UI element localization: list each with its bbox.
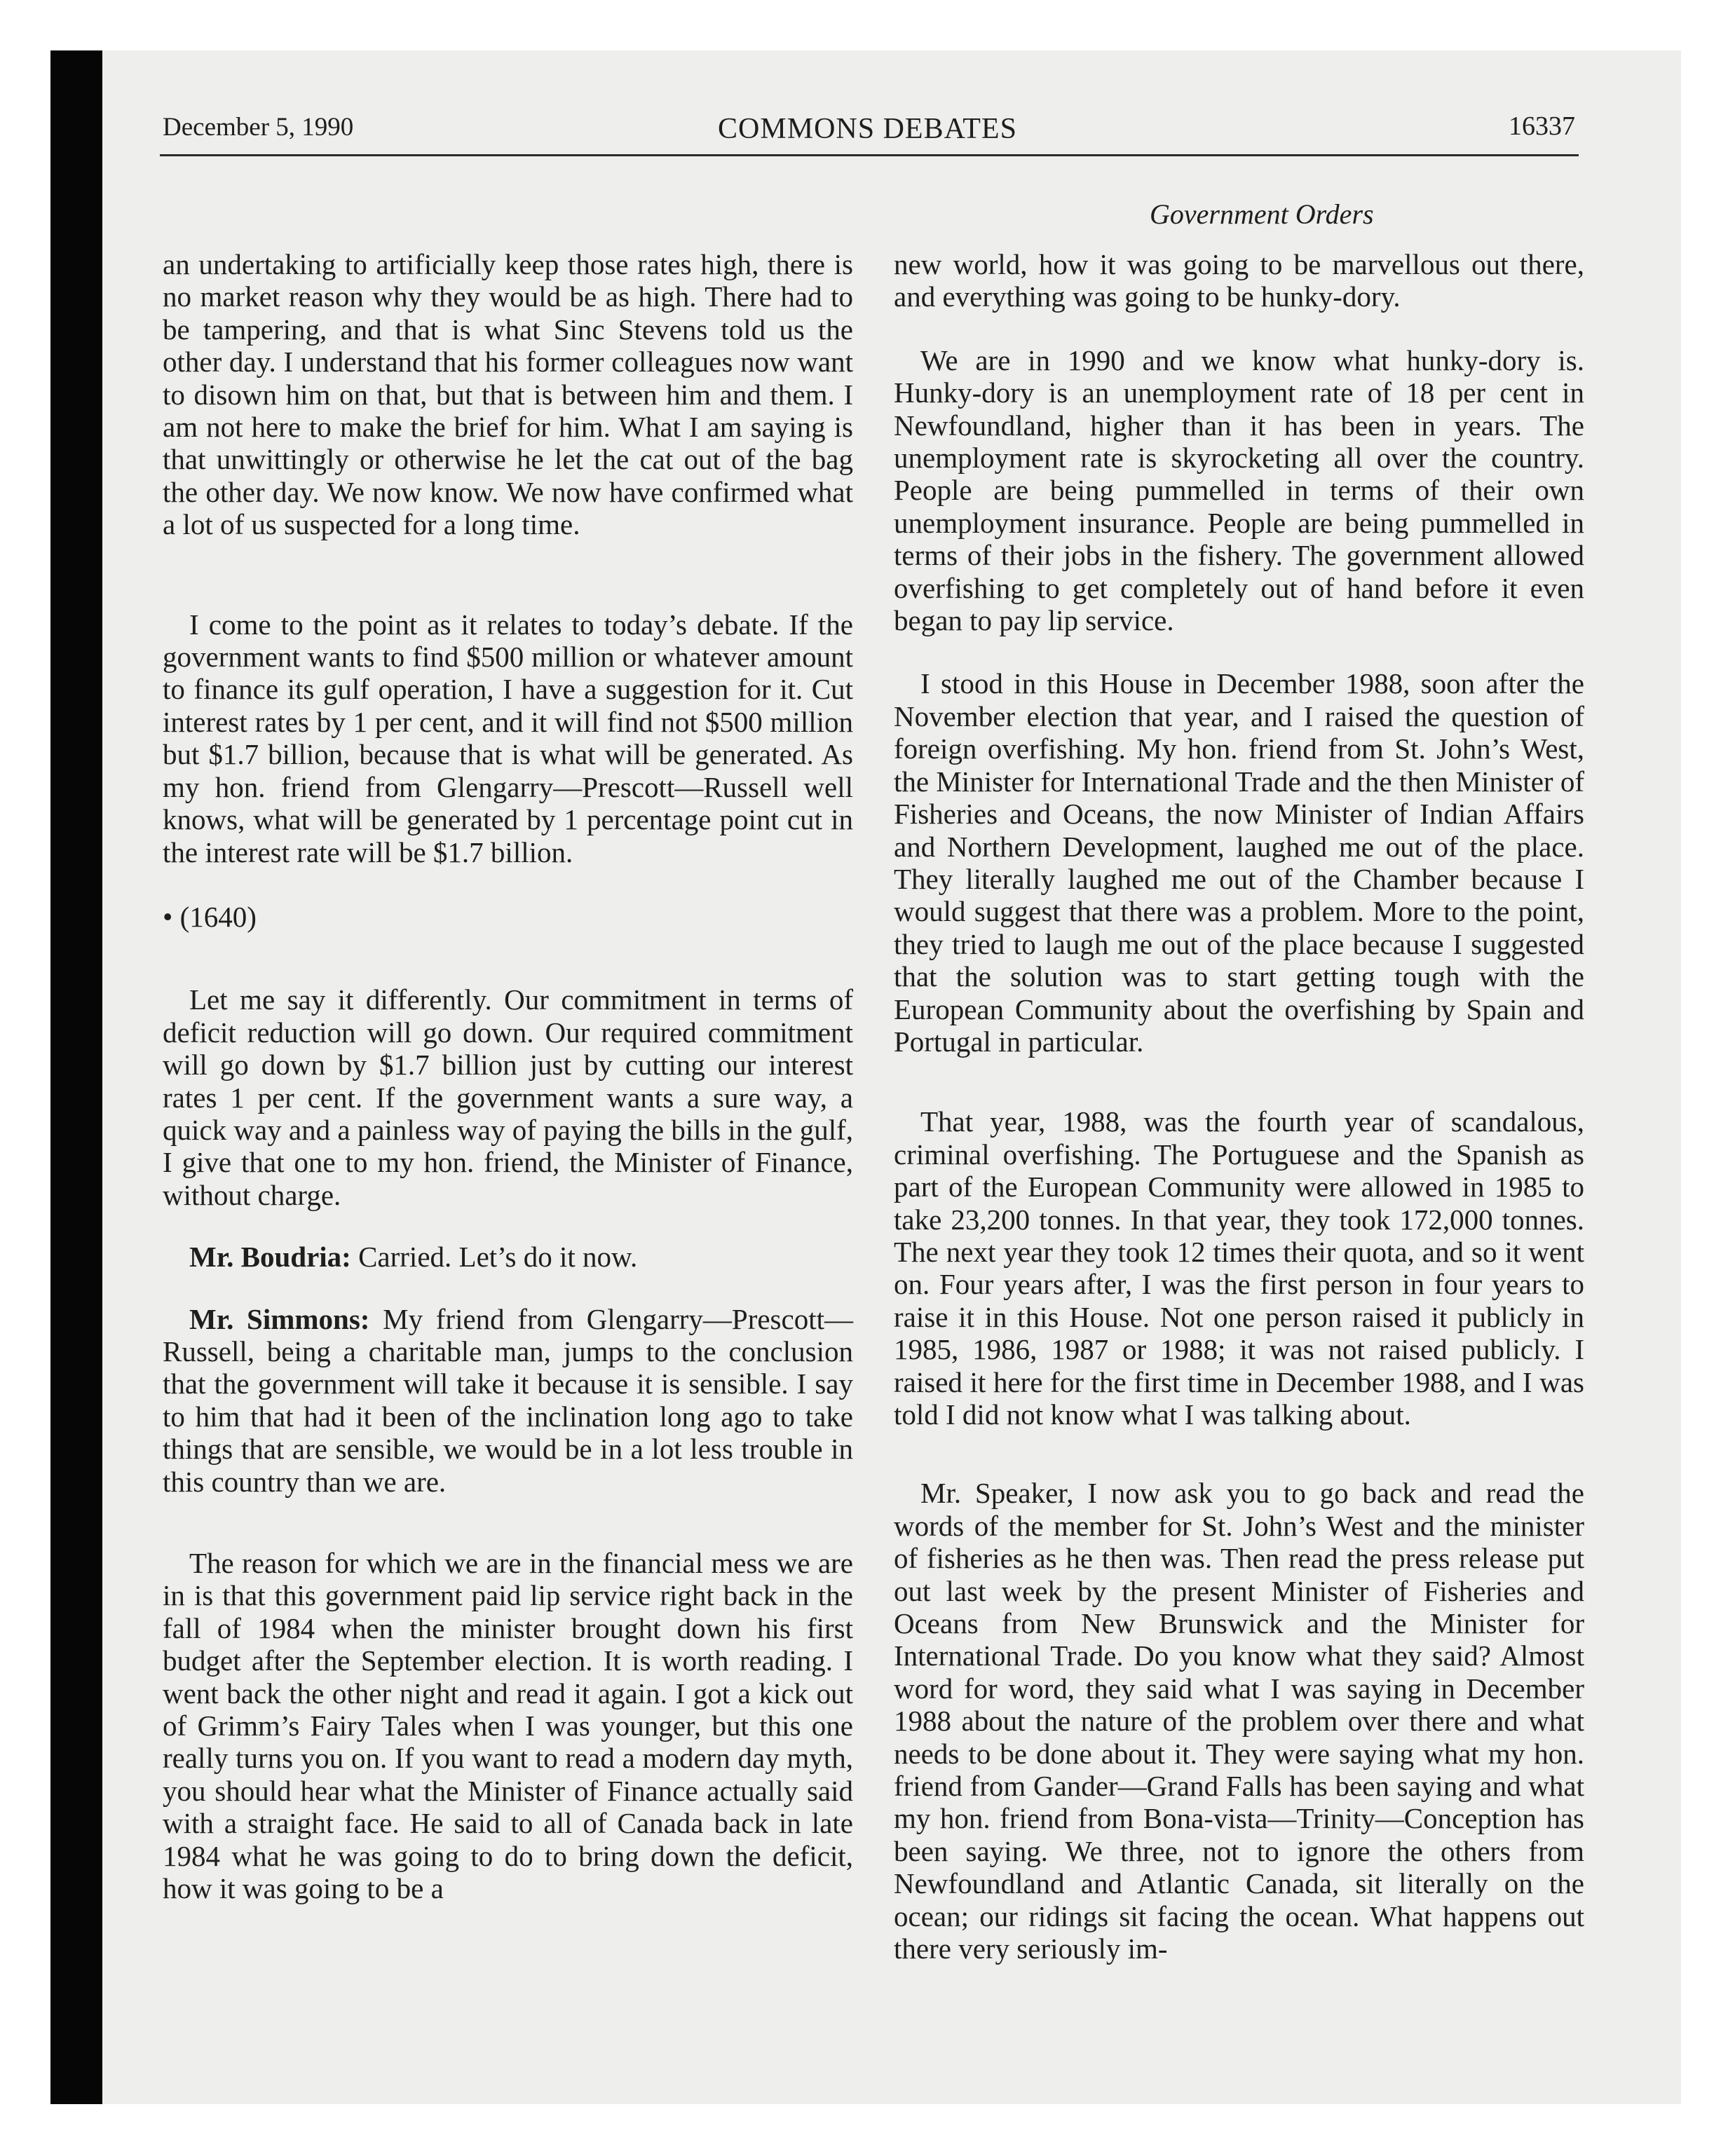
time-marker: • (1640)	[163, 900, 257, 933]
paragraph: I come to the point as it relates to today’s debate. If the government wants to find $500 million or whatever amount to finance its gulf operation, I have a suggestion for it. Cut interest rates by 1 per cent, and it will find not $500 million but $1.7 billion, because that is what will be generated. As my hon. friend from Glengarry—Prescott—Russell well knows, what will be generated by 1 percentage point cut in the interest rate will be $1.7 billion.	[163, 608, 853, 868]
left-column	[163, 248, 853, 1937]
section-label: Government Orders	[1150, 198, 1374, 230]
paragraph: Let me say it differently. Our commitment in terms of deficit reduction will go down. Our required commitment will go down by $1.7 billion just by cutting our interest rates 1 per cent. If the government wants a sure way, a quick way and a painless way of paying the bills in the gulf, I give that one to my hon. friend, the Minister of Finance, without charge.	[163, 983, 853, 1211]
paragraph: That year, 1988, was the fourth year of scandalous, criminal overfishing. The Portuguese and the Spanish as part of the European Community were allowed in 1985 to take 23,200 tonnes. In that year, they took 172,000 tonnes. The next year they took 12 times their quota, and so it went on. Four years after, I was the first person in four years to raise it in this House. Not one person raised it publicly in 1985, 1986, 1987 or 1988; it was not raised publicly. I raised it here for the first time in December 1988, and I was told I did not know what I was talking about.	[894, 1105, 1584, 1431]
header-title: COMMONS DEBATES	[718, 113, 1017, 145]
paragraph: an undertaking to artificially keep those rates high, there is no market reason why they would be as high. There had to be tampering, and that is what Sinc Stevens told us the other day. I understand that his former colleagues now want to disown him on that, but that is between him and them. I am not here to make the brief for him. What I am saying is that unwittingly or otherwise he let the cat out of the bag the other day. We now know. We now have confirmed what a lot of us suspected for a long time.	[163, 248, 853, 541]
paragraph: Mr. Speaker, I now ask you to go back and read the words of the member for St. John’s West and the minister of fisheries as he then was. Then read the press release put out last week by the present Minister of Fisheries and Oceans from New Brunswick and the Minister for International Trade. Do you know what they said? Almost word for word, they said what I was saying in December 1988 about the nature of the problem over there and what needs to be done about it. They were saying what my hon. friend from Gander—Grand Falls has been saying and what my hon. friend from Bona-vista—Trinity—Conception has been saying. We three, not to ignore the others from Newfoundland and Atlantic Canada, sit literally on the ocean; our ridings sit facing the ocean. What happens out there very seriously im-	[894, 1477, 1584, 1965]
header-date: December 5, 1990	[163, 113, 354, 142]
right-column	[894, 248, 1584, 1998]
speech-text: Carried. Let’s do it now.	[358, 1241, 638, 1274]
binding-edge	[50, 50, 102, 2104]
paragraph: new world, how it was going to be marvellous out there, and everything was going to be hunky-dory.	[894, 248, 1584, 313]
header-rule	[160, 154, 1579, 156]
paragraph: We are in 1990 and we know what hunky-dory is. Hunky-dory is an unemployment rate of 18 per cent in Newfoundland, higher than it has been in years. The unemployment rate is skyrocketing all over the country. People are being pummelled in terms of their own unemployment insurance. People are being pummelled in terms of their jobs in the fishery. The government allowed overfishing to get completely out of hand before it even began to pay lip service.	[894, 343, 1584, 637]
paragraph: I stood in this House in December 1988, soon after the November election that year, and I raised the question of foreign overfishing. My hon. friend from St. John’s West, the Minister for International Trade and the then Minister of Fisheries and Oceans, the now Minister of Indian Affairs and Northern Development, laughed me out of the place. They literally laughed me out of the Chamber because I would suggest that there was a problem. More to the point, they tried to laugh me out of the place because I suggested that the solution was to start getting tough with the European Community about the overfishing by Spain and Portugal in particular.	[894, 667, 1584, 1058]
speech-simmons	[163, 1303, 853, 1498]
page-number: 16337	[1509, 111, 1575, 141]
paragraph: The reason for which we are in the financial mess we are in is that this government paid lip service right back in the fall of 1984 when the minister brought down his first budget after the September election. It is worth reading. I went back the other night and read it again. I got a kick out of Grimm’s Fairy Tales when I was younger, but this one really turns you on. If you want to read a modern day myth, you should hear what the Minister of Finance actually said with a straight face. He said to all of Canada back in late 1984 what he was going to do to bring down the deficit, how it was going to be a	[163, 1547, 853, 1905]
speech-boudria	[163, 1241, 853, 1273]
speaker-name: Mr. Simmons:	[189, 1302, 370, 1335]
speech-text: My friend from Glengarry—Prescott—Russell, being a charitable man, jumps to the conclusion that the government will take it because it is sensible. I say to him that had it been of the inclination long ago to take things that are sensible, we would be in a lot less trouble in this country than we are.	[163, 1302, 853, 1498]
speaker-name: Mr. Boudria:	[189, 1241, 351, 1274]
